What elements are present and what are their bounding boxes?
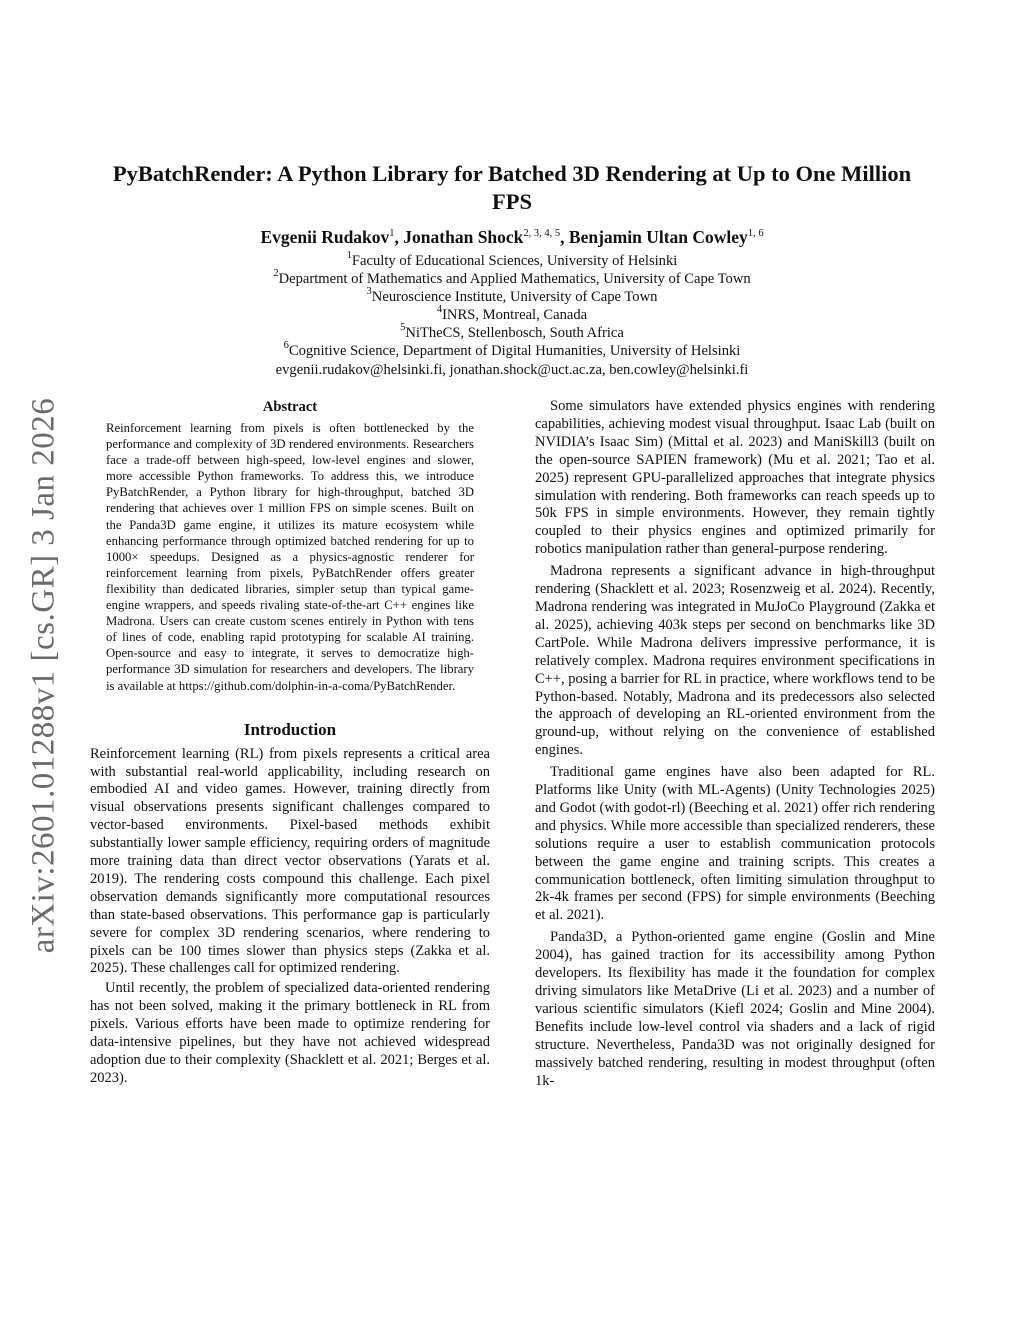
affiliation-1	[100, 252, 924, 270]
abstract-text: Reinforcement learning from pixels is often bottlenecked by the performance and complexity of 3D rendered environments. Researchers face a trade-off between high-speed, low-level engines and slower, more accessible Python frameworks. To address this, we introduce PyBatchRender, a Python library for high-throughput, batched 3D rendering that achieves over 1 million FPS on simple scenes. Built on the Panda3D game engine, it utilizes its mature ecosystem while enhancing performance through optimized batched rendering for up to 1000× speedups. Designed as a physics-agnostic renderer for reinforcement learning from pixels, PyBatchRender offers greater flexibility than dedicated libraries, simpler setup than typical game-engine wrappers, and speeds rivaling state-of-the-art C++ engines like Madrona. Users can create custom scenes entirely in Python with tens of lines of code, enabling rapid prototyping for scalable AI training. Open-source and easy to integrate, it serves to democratize high-performance 3D simulation for researchers and developers. The library is available at https://github.com/dolphin-in-a-coma/PyBatchRender.	[106, 421, 474, 693]
author-affiliation-marks: 1	[389, 228, 395, 239]
arxiv-identifier-text: arXiv:2601.01288v1 [cs.GR] 3 Jan 2026	[25, 397, 62, 953]
affiliation-text: Neuroscience Institute, University of Cape Town	[371, 289, 658, 306]
abstract-heading: Abstract	[262, 399, 318, 415]
affiliation-text: Faculty of Educational Sciences, University of Helsinki	[351, 253, 678, 269]
author-2	[403, 227, 569, 247]
affiliation-text: Cognitive Science, Department of Digital Humanities, University of Helsinki	[288, 343, 741, 360]
affiliation-number: 4	[436, 304, 443, 316]
author-name: Evgenii Rudakov	[260, 227, 390, 247]
affiliation-2	[100, 270, 924, 288]
author-separator: ,	[560, 227, 569, 247]
author-1	[260, 227, 403, 247]
intro-paragraph-6: Panda3D, a Python-oriented game engine (Goslin and Mine 2004), has gained traction for its accessibility among Python developers. Its flexibility has made it the foundation for complex driving simulators like MetaDrive (Li et al. 2023) and a number of various scientific simulators (Kiefl 2024; Goslin and Mine 2004). Benefits include low-level control via shaders and a lack of rigid structure. Nevertheless, Panda3D was not originally designed for massively batched rendering, resulting in modest throughput (often 1k-	[535, 929, 935, 1089]
affiliation-3	[100, 288, 924, 306]
affiliation-6	[100, 342, 924, 360]
affiliation-number: 6	[283, 340, 289, 352]
intro-paragraph-2: Until recently, the problem of specialized data-oriented rendering has not been solved, making it the primary bottleneck in RL from pixels. Various efforts have been made to optimize rendering for data-intensive pipelines, but they have not achieved widespread adoption due to their complexity (Shacklett et al. 2021; Berges et al. 2023).	[90, 980, 490, 1086]
affiliation-4	[100, 306, 924, 324]
affiliation-number: 3	[366, 286, 372, 298]
paper-title: PyBatchRender: A Python Library for Batched 3D Rendering at Up to One Million FPS	[112, 161, 912, 214]
author-affiliation-marks: 2, 3, 4, 5	[523, 228, 561, 239]
affiliation-text: Department of Mathematics and Applied Mathematics, University of Cape Town	[278, 271, 751, 288]
affiliation-text: INRS, Montreal, Canada	[442, 307, 588, 324]
affiliation-number: 1	[346, 250, 352, 261]
author-3	[569, 227, 764, 247]
intro-paragraph-4: Madrona represents a significant advance in high-throughput rendering (Shacklett et al. 2023; Rosenzweig et al. 2024). Recently, Madrona rendering was integrated in MuJoCo Playground (Zakka et al. 2025), achieving 403k steps per second on benchmarks like 3D CartPole. While Madrona delivers impressive performance, it is relatively complex. Madrona requires environment specifications in C++, posing a barrier for RL in practice, where workflows tend to be Python-based. Notably, Madrona and its predecessors also selected the approach of developing an RL-oriented environment from the ground-up, without relying on the convenience of established engines.	[535, 563, 935, 759]
author-separator: ,	[394, 227, 404, 247]
right-column	[535, 398, 935, 1094]
intro-paragraph-5: Traditional game engines have also been adapted for RL. Platforms like Unity (with ML-Agents) (Unity Technologies 2025) and Godot (with godot-rl) (Beeching et al. 2021) offer rich rendering and physics. While more accessible than specialized renderers, these solutions require a user to establish communication protocols between the game engine and training scripts. This creates a communication bottleneck, often limiting simulation throughput to 2k-4k frames per second (FPS) for simple environments (Beeching et al. 2021).	[535, 764, 935, 924]
introduction-heading: Introduction	[243, 719, 337, 739]
intro-paragraph-1: Reinforcement learning (RL) from pixels represents a critical area with substantial real-world applicability, including research on embodied AI and video games. However, training directly from visual observations presents significant challenges compared to vector-based environments. Pixel-based methods exhibit substantially lower sample efficiency, requiring orders of magnitude more training data than direct vector observations (Yarats et al. 2019). The rendering costs compound this challenge. Each pixel observation demands significantly more computational resources than state-based observations. This performance gap is particularly severe for complex 3D rendering scenarios, where rendering to pixels can be 100 times slower than physics steps (Zakka et al. 2025). These challenges call for optimized rendering.	[90, 745, 490, 977]
arxiv-identifier-stamp	[14, 380, 74, 970]
author-emails: evgenii.rudakov@helsinki.fi, jonathan.shock@uct.ac.za, ben.cowley@helsinki.fi	[275, 361, 749, 378]
affiliation-5	[100, 324, 924, 342]
author-affiliation-marks: 1, 6	[747, 228, 764, 239]
affiliation-number: 5	[400, 322, 406, 334]
affiliation-list	[100, 252, 924, 379]
affiliation-number: 2	[273, 268, 279, 280]
author-list	[100, 226, 924, 248]
left-column	[90, 398, 490, 1090]
intro-paragraph-3: Some simulators have extended physics engines with rendering capabilities, achieving modest visual throughput. Isaac Lab (built on NVIDIA’s Isaac Sim) (Mittal et al. 2023) and ManiSkill3 (built on the open-source SAPIEN framework) (Mu et al. 2021; Tao et al. 2025) represent GPU-parallelized approaches that integrate physics simulation with rendering. Both frameworks can reach speeds up to 50k FPS in simple environments. However, they remain tightly coupled to their physics engines and optimized primarily for robotics manipulation rather than general-purpose rendering.	[535, 398, 935, 558]
affiliation-text: NiTheCS, Stellenbosch, South Africa	[405, 325, 624, 342]
author-name: Benjamin Ultan Cowley	[568, 227, 748, 247]
author-name: Jonathan Shock	[403, 227, 524, 247]
